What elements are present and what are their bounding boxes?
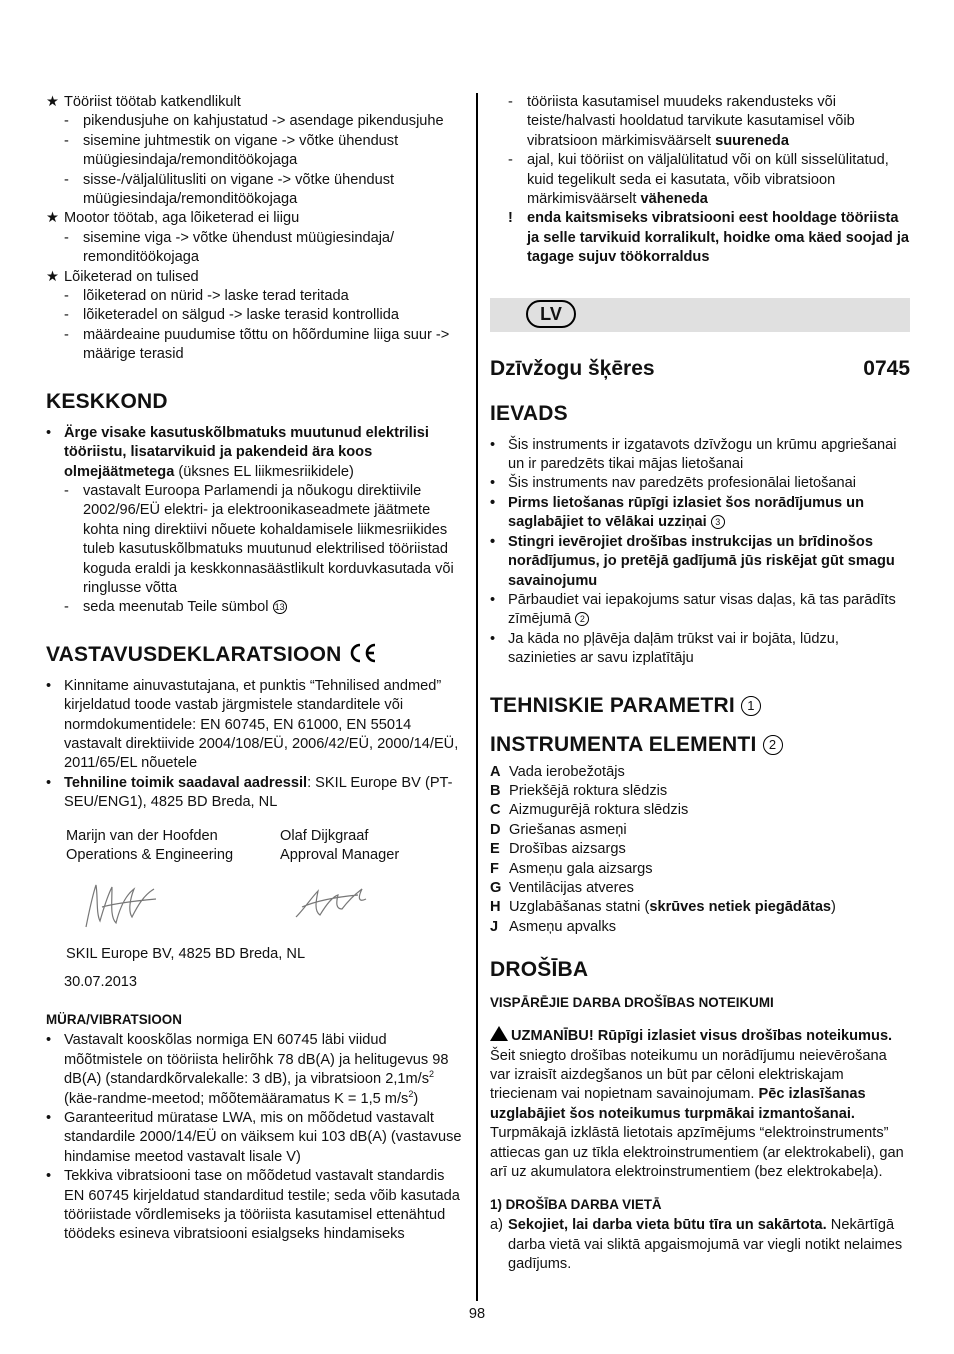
ievads-bullet-6: • Ja kāda no pļāvēja daļām trūkst vai ir bojāta, lūdzu, sazinieties ar savu izplatītāju [490, 630, 839, 667]
trouble-remedy: - lõiketerad on nürid -> laske terad teritada [46, 287, 464, 306]
dash-icon: - [64, 113, 69, 130]
element-item-b: B Priekšējā roktura slēdzis [490, 782, 668, 799]
ce-mark-icon [348, 643, 378, 663]
tech-heading: TEHNISKIE PARAMETRI 1 [490, 693, 910, 718]
figure-ref-3: 3 [711, 515, 725, 529]
keskkond-bullet [46, 424, 464, 482]
dash-icon: - [64, 229, 69, 246]
element-item-h: H Uzglabāšanas statni (skrūves netiek piegādātas) [490, 899, 836, 916]
trouble-remedy: - sisse-/väljalülitusliti on vigane -> võtke ühendust müügiesindaja/remonditöökojaga [64, 171, 395, 208]
language-badge: LV [526, 300, 576, 328]
element-item-a: A Vada ierobežotājs [490, 763, 625, 780]
dash-icon: - [64, 288, 69, 305]
keskkond-heading: KESKKOND [46, 389, 168, 413]
bullet-icon: • [490, 494, 496, 511]
figure-ref-2: 2 [575, 612, 589, 626]
bullet-icon: • [46, 1110, 52, 1127]
element-item-e: E Drošības aizsargs [490, 841, 626, 858]
keskkond-text: (üksnes EL liikmesriikidele) [174, 463, 354, 480]
vastavus-bullet-1: • Kinnitame ainuvastutajana, et punktis “Tehnilised andmed” kirjeldatud toode vastab järgmistele standarditele või normdokumentidele: EN 60745, EN 61000, EN 55014 vastavalt direktiivide 2004/108/EÜ, 2006/42/EÜ, 2000/14/EÜ, 2011/65/EL nõuetele [46, 677, 459, 772]
signature-block [46, 827, 464, 945]
drosiba-subheading: VISPĀRĒJIE DARBA DROŠĪBAS NOTEIKUMI [490, 995, 774, 1011]
ievads-bullet-3: • Pirms lietošanas rūpīgi izlasiet šos norādījumus un saglabājiet to vēlākai uzziņai 3 [490, 494, 865, 531]
trouble-remedy: - määrdeaine puudumise tõttu on hõõrdumine liiga suur -> määrige terasid [64, 326, 450, 363]
dash-icon: - [64, 599, 69, 616]
trouble-remedy: - sisemine juhtmestik on vigane -> võtke ühendust müügiesindaja/remonditöökojaga [64, 132, 399, 169]
myra-bullet-1: • Vastavalt kooskõlas normiga EN 60745 läbi viidud mõõtmistele on tööriista helirõhk 78 dB(A) ja helitugevus 98 dB(A) (standardkõrvalekalle: 3 dB), ja vibratsioon $2,1m/s^2$ (käe-randme-meetod; mõõtemääramatus K = 1,5 $m/s^2$) [46, 1032, 449, 1107]
product-title-bar [490, 356, 910, 381]
workplace-item-a: a) Sekojiet, lai darba vieta būtu tīra un sakārtota. Nekārtīgā darba vietā vai sliktā apgaismojumā var viegli notikt nelaimes gadījums. [490, 1217, 903, 1273]
product-code: 0745 [863, 356, 910, 380]
bullet-icon: • [46, 424, 52, 441]
element-item-g: G Ventilācijas atveres [490, 879, 634, 896]
drosiba-paragraph: UZMANĪBU! Rūpīgi izlasiet visus drošības noteikumus. Šeit sniegto drošības noteikumu un norādījumu neievērošana var izraisīt aizdegšanos un būt par cēloni elektriskajam triecienam vai nopietnam savainojumam. Pēc izlasīšanas uzglabājiet šos noteikumus turpmākai izmantošanai. Turpmākajā izklāstā lietotais apzīmējums “elektroinstruments” attiecas gan uz tīkla elektroinstrumentiem (ar elektrokabeli), gan arī uz akumulatora elektroinstrumentiem (bez elektrokabeļa). [490, 1028, 904, 1181]
dash-icon: - [64, 307, 69, 324]
dash-icon: - [64, 132, 69, 149]
exclamation-icon: ! [508, 210, 513, 227]
ievads-bullet-4: • Stingri ievērojiet drošības instrukcijas un brīdinošos norādījumus, jo pretējā gadījumā jūs riskējat gūt smagu savainojumu [490, 533, 895, 589]
vibration-dash-2: - ajal, kui tööriist on väljalülitatud või on küll sisselülitatud, kuid tegelikult seda ei kasutata, võib vibratsioon märkimisväärselt väheneda [508, 152, 889, 208]
language-band [490, 298, 910, 332]
trouble-remedy: - lõiketeradel on sälgud -> laske terasid kontrollida [46, 306, 464, 325]
dash-icon: - [508, 152, 513, 169]
signatory-1: Marijn van der Hoofden Operations & Engineering [66, 827, 234, 863]
bullet-icon: • [490, 533, 496, 550]
bullet-icon: • [490, 475, 496, 492]
right-column [490, 93, 910, 1275]
bullet-icon: • [46, 1032, 52, 1049]
elements-list [490, 763, 910, 938]
bullet-icon: • [490, 630, 496, 647]
trouble-remedy: - pikendusjuhe on kahjustatud -> asendage pikendusjuhe [46, 112, 464, 131]
dash-icon: - [64, 171, 69, 188]
symbol-ref-13: 13 [274, 602, 285, 613]
declaration-date: 30.07.2013 [64, 974, 138, 990]
bullet-icon: • [46, 677, 52, 694]
element-item-c: C Aizmugurējā roktura slēdzis [490, 802, 689, 819]
bullet-icon: • [490, 591, 496, 608]
troubleshooting-list [46, 93, 464, 365]
ievads-bullet-2: • Šis instruments nav paredzēts profesionālai lietošanai [490, 474, 910, 493]
signatory-2: Olaf Dijkgraaf Approval Manager [280, 827, 400, 863]
dash-icon: - [64, 482, 69, 499]
keskkond-bold-text: Ärge visake kasutuskõlbmatuks muutunud elektrilisi tööriistu, lisatarvikuid ja pakendeid ära koos olmejäätmetega [64, 424, 429, 480]
vibration-dash-1: - tööriista kasutamisel muudeks rakendusteks või teiste/halvasti hooldatud tarvikute kasutamisel võib vibratsioon märkimisväärselt suureneda [508, 94, 855, 149]
warning-triangle-icon [490, 1026, 508, 1041]
workplace-heading: 1) DROŠĪBA DARBA VIETĀ [490, 1197, 662, 1213]
bullet-icon: • [46, 774, 52, 791]
bullet-icon: • [46, 1168, 52, 1185]
ievads-bullet-1: • Šis instruments ir izgatavots dzīvžogu un krūmu apgriešanai un ir paredzēts tikai mājas lietošanai [490, 436, 897, 473]
product-title: Dzīvžogu šķēres [490, 356, 655, 380]
myra-bullet-2: • Garanteeritud müratase LWA, mis on mõõdetud vastavalt standardile 2000/14/EÜ on väiksem kui 103 dB(A) (vastavuse hindamise meetod vastavalt lisale V) [46, 1110, 462, 1165]
ievads-bullet-5: • Pārbaudiet vai iepakojums satur visas daļas, kā tas parādīts zīmējumā 2 [490, 591, 896, 628]
bullet-icon: • [490, 436, 496, 453]
keskkond-dash-2: - seda meenutab Teile sümbol 13 [46, 598, 464, 617]
ievads-heading: IEVADS [490, 401, 568, 425]
element-item-j: J Asmeņu apvalks [490, 918, 617, 935]
column-divider [476, 93, 478, 1301]
figure-ref-1: 1 [741, 696, 761, 716]
dash-icon: - [64, 326, 69, 343]
page-number: 98 [468, 1306, 486, 1322]
element-item-d: D Griešanas asmeņi [490, 821, 627, 838]
vastavus-heading: VASTAVUSDEKLARATSIOON [46, 642, 464, 667]
elements-heading: INSTRUMENTA ELEMENTI 2 [490, 732, 910, 757]
element-item-f: F Asmeņu gala aizsargs [490, 860, 653, 877]
drosiba-heading: DROŠĪBA [490, 958, 589, 982]
myra-heading: MÜRA/VIBRATSIOON [46, 1012, 182, 1028]
trouble-remedy: - sisemine viga -> võtke ühendust müügiesindaja/ remonditöökojaga [64, 229, 395, 266]
keskkond-dash-1: - vastavalt Euroopa Parlamendi ja nõukogu direktiivile 2002/96/EÜ elektri- ja elektroonikaseadmete jäätmete kohta ning direktiivi nõuete kohaldamisele liikmesriikides tuleb kasutuskõlbmatuks muutunud elektrilised tööriistad koguda eraldi ja keskkonnasäästlikult korduvkasutada või ringlusse võtta [64, 482, 454, 596]
left-column [46, 93, 464, 1245]
signature-2-image [292, 877, 372, 927]
figure-ref-2: 2 [763, 735, 783, 755]
star-icon: ★ [46, 94, 60, 110]
trouble-symptom: ★ Lõiketerad on tulised [46, 268, 464, 287]
dash-icon: - [508, 94, 513, 110]
trouble-symptom: ★ Tööriist töötab katkendlikult [46, 93, 464, 112]
star-icon: ★ [46, 268, 60, 285]
company-address: SKIL Europe BV, 4825 BD Breda, NL [66, 945, 306, 962]
trouble-symptom: ★ Mootor töötab, aga lõiketerad ei liigu [46, 209, 464, 228]
vastavus-bullet-2: • Tehniline toimik saadaval aadressil: SKIL Europe BV (PT-SEU/ENG1), 4825 BD Breda, NL [46, 774, 453, 811]
signature-1-image [82, 877, 160, 933]
vibration-warning: ! enda kaitsmiseks vibratsiooni eest hooldage tööriista ja selle tarvikuid korralikult, hoidke oma käed soojad ja tagage sujuv töökorraldus [508, 210, 910, 266]
star-icon: ★ [46, 210, 60, 227]
myra-bullet-3: • Tekkiva vibratsiooni tase on mõõdetud vastavalt standardis EN 60745 kirjeldatud standarditud testile; seda võib kasutada tööriistade võrdlemiseks ja tööriista kasutamisel ettenähtud töödeks esineva vibratsiooni esialgseks hindamiseks [46, 1168, 460, 1243]
